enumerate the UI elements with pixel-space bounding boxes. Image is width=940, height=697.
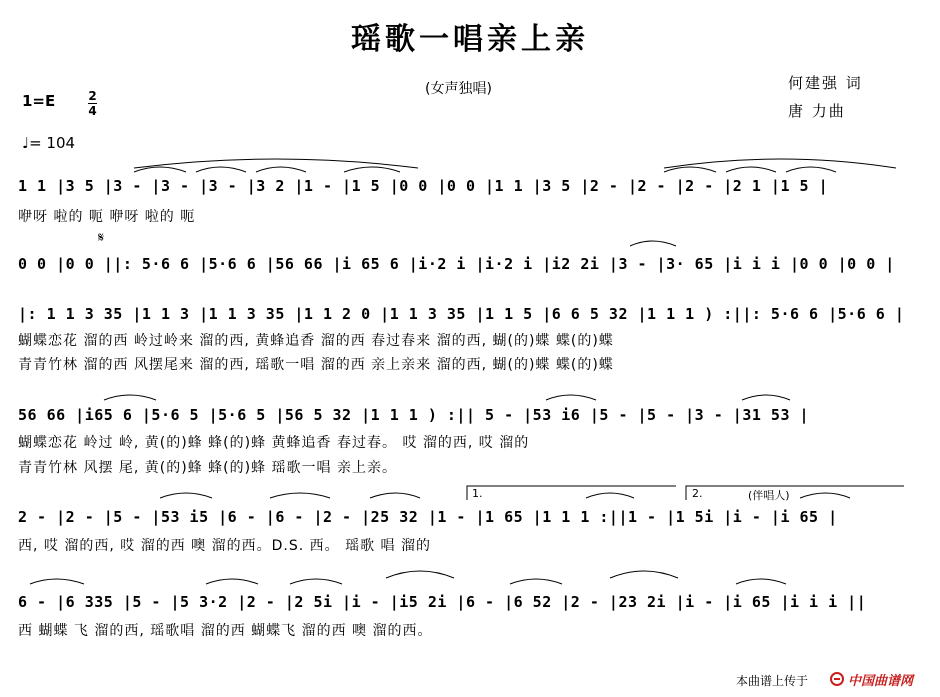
- lyric-line-4a: 蝴蝶恋花 岭过 岭, 黄(的)蜂 蜂(的)蜂 黄蜂追香 春过春。 哎 溜的西, 哎 溜的: [18, 435, 530, 451]
- notation-line-1: 1 1 |3 5 |3 - |3 - |3 - |3 2 |1 - |1 5 |0 0 |0 0 |1 1 |3 5 |2 - |2 - |2 - |2 1 |1 5 |: [18, 177, 829, 195]
- volta-first-label: 1.: [472, 487, 483, 500]
- time-signature-bottom: 4: [88, 104, 97, 118]
- lyricist-credit: 何建强 词: [788, 74, 863, 92]
- segno-sign: 𝄋: [98, 230, 105, 246]
- site-logo-text[interactable]: 中国曲谱网: [848, 674, 914, 689]
- lyric-line-5: 西, 哎 溜的西, 哎 溜的西 噢 溜的西。D.S. 西。 瑶歌 唱 溜的: [18, 538, 431, 554]
- footer-upload-text: 本曲谱上传于: [736, 674, 809, 688]
- lyric-line-4b: 青青竹林 风摆 尾, 黄(的)蜂 蜂(的)蜂 瑶歌一唱 亲上亲。: [18, 460, 397, 476]
- notation-line-3: |: 1 1 3 35 |1 1 3 |1 1 3 35 |1 1 2 0 |1 1 3 35 |1 1 5 |6 6 5 32 |1 1 1 ) :||: 5·6 6 |5·6 6 |: [18, 305, 905, 323]
- volta-chorus-note: (伴唱人): [748, 489, 790, 502]
- notation-line-6: 6 - |6 335 |5 - |5 3·2 |2 - |2 5i |i - |i5 2i |6 - |6 52 |2 - |23 2i |i - |i 65 |i i i ||: [18, 593, 867, 611]
- lyric-line-3a: 蝴蝶恋花 溜的西 岭过岭来 溜的西, 黄蜂追香 溜的西 春过春来 溜的西, 蝴(的)蝶 蝶(的)蝶: [18, 333, 614, 349]
- composer-credit: 唐 力曲: [788, 102, 846, 120]
- tempo-marking: ♩= 104: [22, 134, 76, 152]
- time-signature-top: 2: [88, 89, 97, 103]
- lyric-line-1: 咿呀 啦的 呃 咿呀 啦的 呃: [18, 209, 196, 225]
- notation-line-2: 0 0 |0 0 ||: 5·6 6 |5·6 6 |56 66 |i 65 6 |i·2 i |i·2 i |i2 2i |3 - |3· 65 |i i i |0 0 |0 0 |: [18, 255, 895, 273]
- key-signature: 1=E: [22, 92, 56, 110]
- lyric-line-3b: 青青竹林 溜的西 风摆尾来 溜的西, 瑶歌一唱 溜的西 亲上亲来 溜的西, 蝴(的)蝶 蝶(的)蝶: [18, 357, 614, 373]
- lyric-line-6: 西 蝴蝶 飞 溜的西, 瑶歌唱 溜的西 蝴蝶飞 溜的西 噢 溜的西。: [18, 623, 433, 639]
- notation-line-5: 2 - |2 - |5 - |53 i5 |6 - |6 - |2 - |25 32 |1 - |1 65 |1 1 1 :||1 - |1 5i |i - |i 65 |: [18, 508, 838, 526]
- site-logo-icon: [830, 671, 844, 685]
- volta-second-label: 2.: [692, 487, 703, 500]
- song-title: 瑶歌一唱亲上亲: [351, 22, 589, 57]
- notation-line-4: 56 66 |i65 6 |5·6 5 |5·6 5 |56 5 32 |1 1 1 ) :|| 5 - |53 i6 |5 - |5 - |3 - |31 53 |: [18, 406, 810, 424]
- subtitle: (女声独唱): [425, 81, 492, 97]
